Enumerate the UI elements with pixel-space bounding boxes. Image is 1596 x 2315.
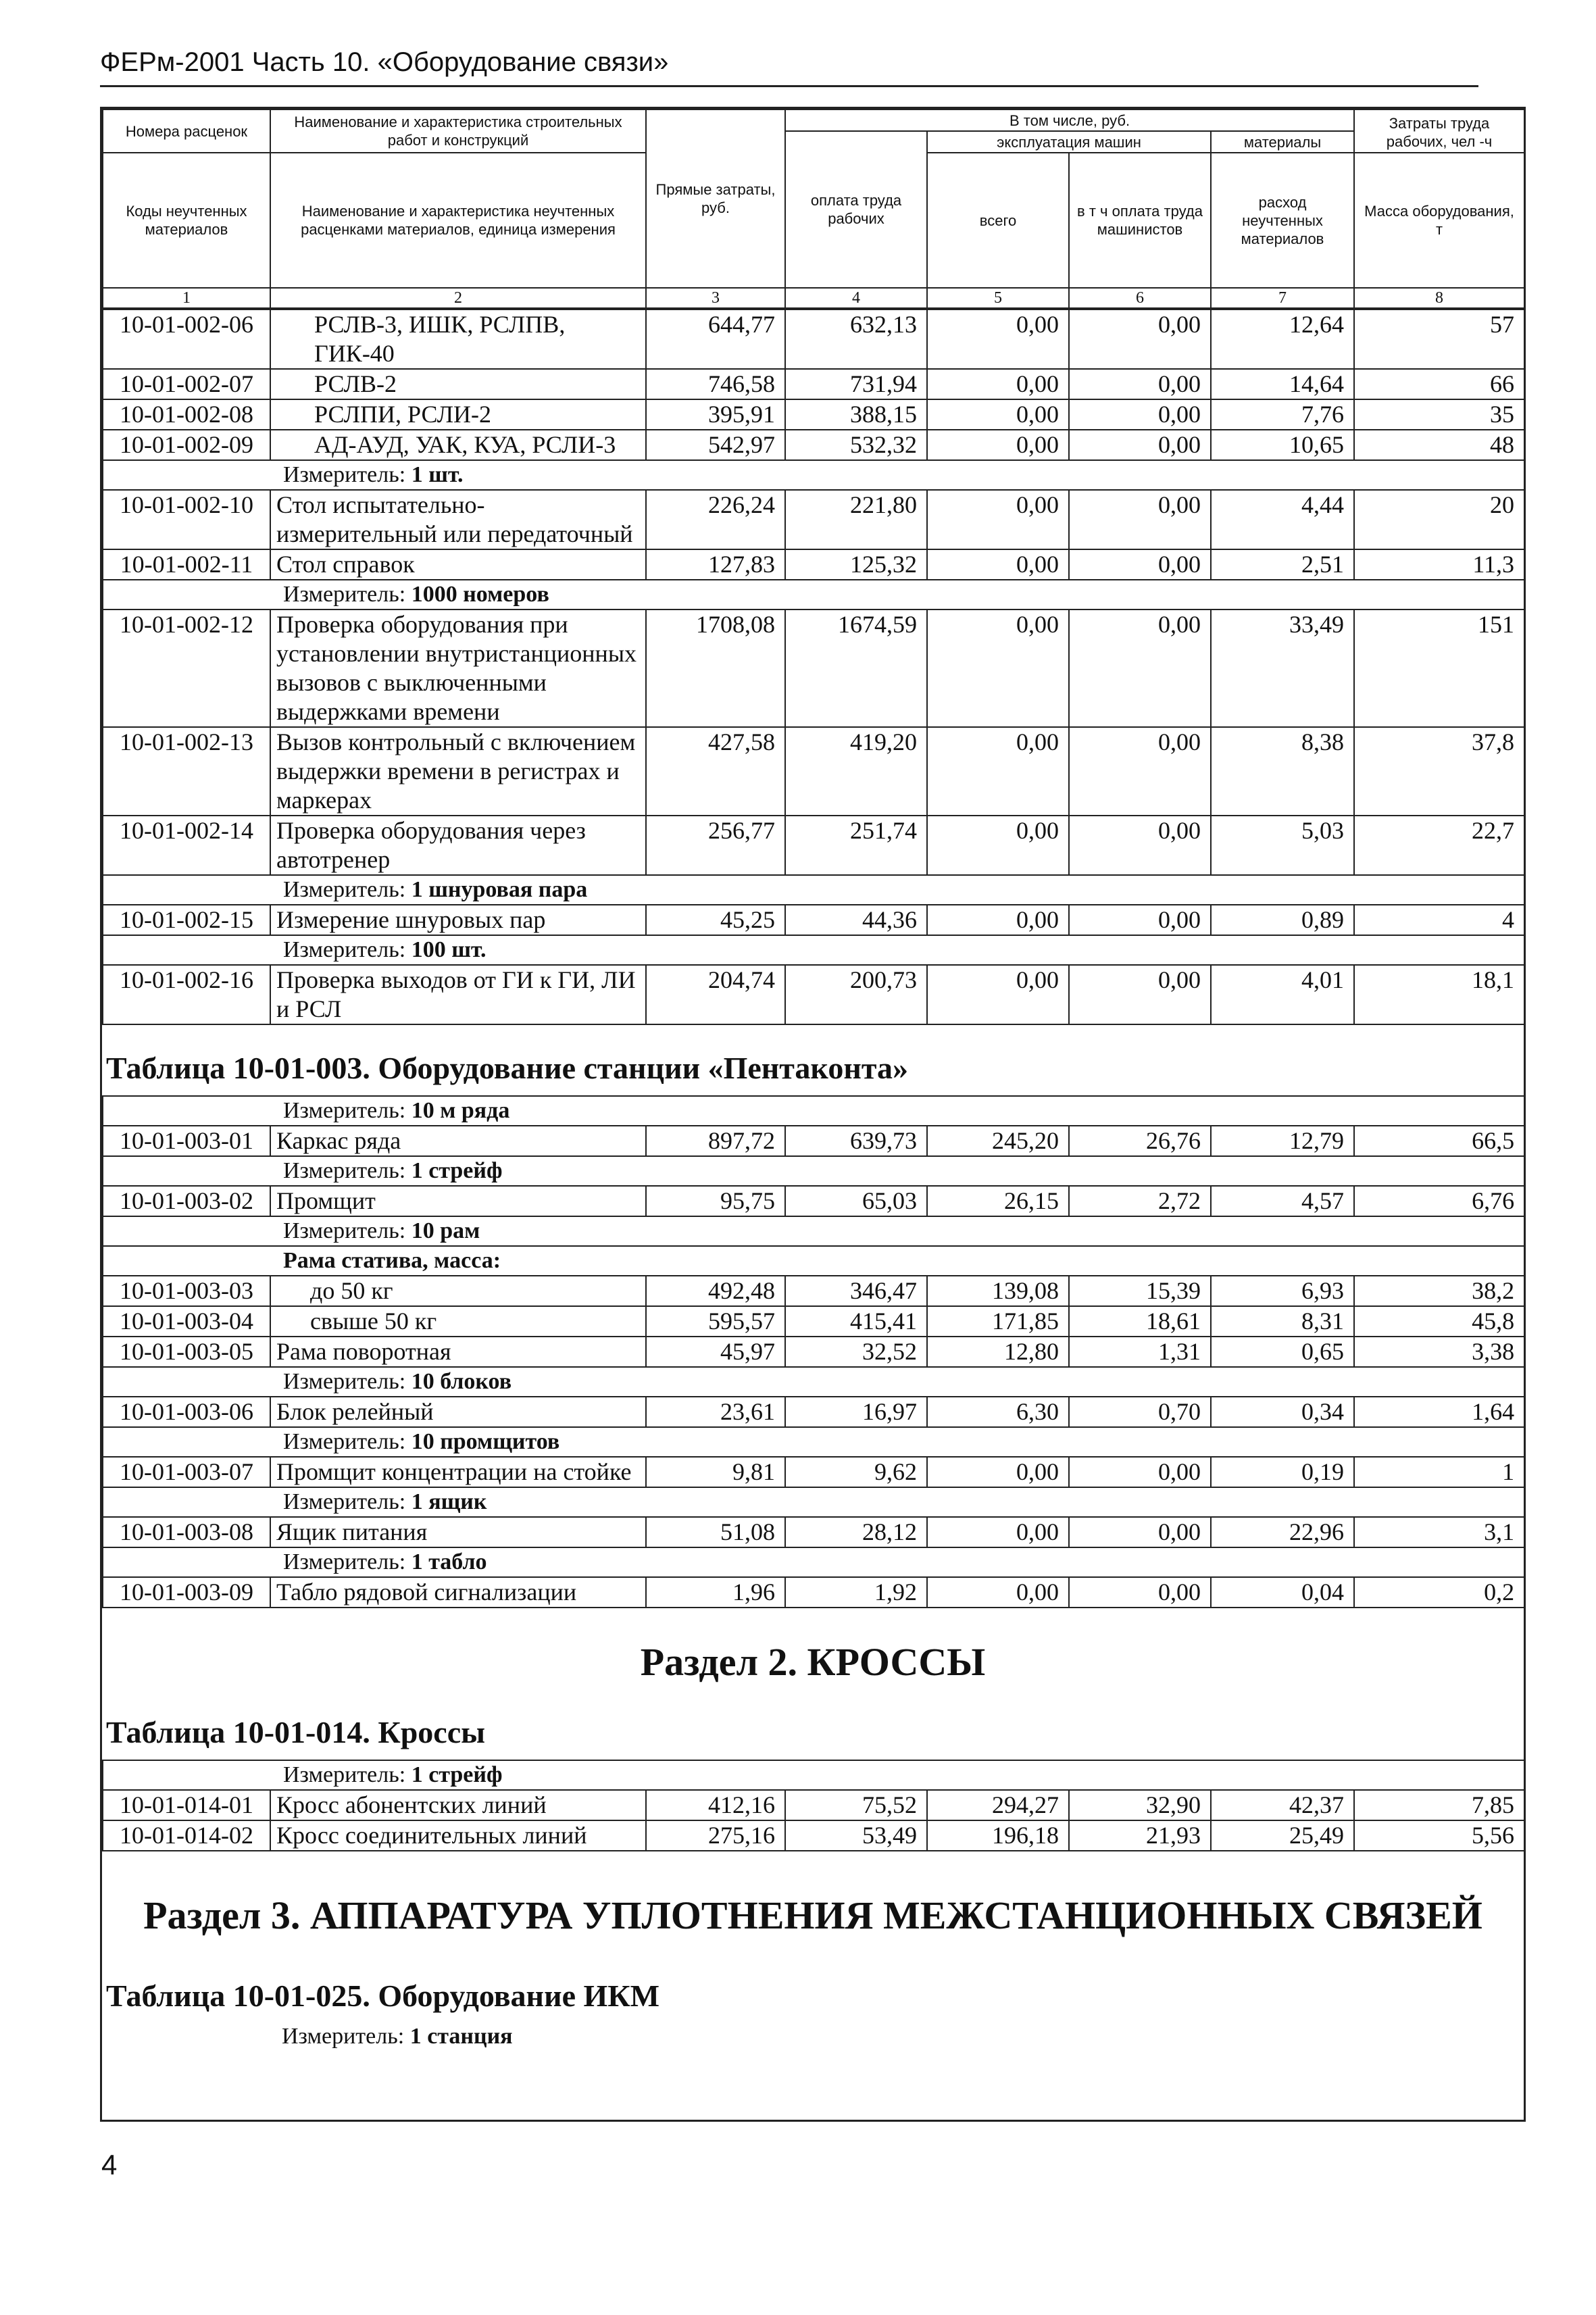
- rate-code: 10-01-003-09: [103, 1577, 270, 1608]
- machines-total-value: 0,00: [927, 965, 1069, 1024]
- page-number: 4: [101, 2149, 118, 2181]
- table-row: [103, 1517, 1524, 1547]
- table-row: [103, 1397, 1524, 1427]
- labor-hours-value: 37,8: [1354, 727, 1524, 816]
- work-name: Ящик питания: [270, 1517, 646, 1547]
- labor-hours-value: 3,38: [1354, 1337, 1524, 1367]
- rate-code: 10-01-003-03: [103, 1276, 270, 1306]
- work-name: Промщит: [270, 1186, 646, 1216]
- machines-total-value: 139,08: [927, 1276, 1069, 1306]
- direct-costs-value: 51,08: [646, 1517, 785, 1547]
- column-number-2: 2: [270, 288, 646, 308]
- machinists-pay-value: 0,00: [1069, 309, 1211, 369]
- meter-cell: [103, 1760, 1524, 1790]
- meter-unit: 1 шнуровая пара: [411, 877, 588, 902]
- meter-prefix: Измеритель:: [282, 2024, 410, 2049]
- table-row: [103, 430, 1524, 460]
- machines-total-value: 0,00: [927, 369, 1069, 399]
- header-direct-costs: Прямые затраты, руб.: [646, 109, 785, 288]
- table-row: [103, 965, 1524, 1024]
- meter-cell: [103, 1216, 1524, 1246]
- table-row: [103, 309, 1524, 369]
- meter-line-10-01-025: [102, 2022, 1524, 2053]
- rate-code: 10-01-002-09: [103, 430, 270, 460]
- machinists-pay-value: 0,00: [1069, 727, 1211, 816]
- header-name-bottom: Наименование и характеристика неучтенных расценками материалов, единица измерения: [270, 153, 646, 288]
- direct-costs-value: 127,83: [646, 549, 785, 580]
- column-number-8: 8: [1354, 288, 1524, 308]
- materials-use-value: 4,01: [1211, 965, 1354, 1024]
- machines-total-value: 0,00: [927, 609, 1069, 727]
- rate-code: 10-01-014-01: [103, 1790, 270, 1820]
- labor-hours-value: 38,2: [1354, 1276, 1524, 1306]
- work-name: свыше 50 кг: [270, 1306, 646, 1337]
- labor-hours-value: 18,1: [1354, 965, 1524, 1024]
- work-name: Кросс абонентских линий: [270, 1790, 646, 1820]
- work-name: Проверка выходов от ГИ к ГИ, ЛИ и РСЛ: [270, 965, 646, 1024]
- workers-pay-value: 1674,59: [785, 609, 927, 727]
- machines-total-value: 0,00: [927, 1457, 1069, 1487]
- work-name: Каркас ряда: [270, 1126, 646, 1156]
- machines-total-value: 0,00: [927, 309, 1069, 369]
- materials-use-value: 0,19: [1211, 1457, 1354, 1487]
- workers-pay-value: 75,52: [785, 1790, 927, 1820]
- header-machines: эксплуатация машин: [927, 131, 1211, 153]
- work-name: РСЛВ-3, ИШК, РСЛПВ, ГИК-40: [270, 309, 646, 369]
- materials-use-value: 4,57: [1211, 1186, 1354, 1216]
- workers-pay-value: 346,47: [785, 1276, 927, 1306]
- workers-pay-value: 532,32: [785, 430, 927, 460]
- table-row: [103, 727, 1524, 816]
- direct-costs-value: 1,96: [646, 1577, 785, 1608]
- meter-row: [103, 935, 1524, 965]
- machinists-pay-value: 2,72: [1069, 1186, 1211, 1216]
- machines-total-value: 26,15: [927, 1186, 1069, 1216]
- header-materials-use: расход неучтенных материалов: [1211, 153, 1354, 288]
- direct-costs-value: 492,48: [646, 1276, 785, 1306]
- work-name: Табло рядовой сигнализации: [270, 1577, 646, 1608]
- table-row: [103, 1790, 1524, 1820]
- machinists-pay-value: 0,00: [1069, 430, 1211, 460]
- labor-hours-value: 0,2: [1354, 1577, 1524, 1608]
- work-name: до 50 кг: [270, 1276, 646, 1306]
- meter-cell: [103, 935, 1524, 965]
- rate-code: 10-01-002-06: [103, 309, 270, 369]
- work-name: РСЛВ-2: [270, 369, 646, 399]
- materials-use-value: 42,37: [1211, 1790, 1354, 1820]
- labor-hours-value: 6,76: [1354, 1186, 1524, 1216]
- meter-cell: [103, 1096, 1524, 1126]
- rate-code: 10-01-002-10: [103, 490, 270, 549]
- meter-cell: [103, 875, 1524, 905]
- meter-cell: [103, 1427, 1524, 1457]
- table-row: [103, 1126, 1524, 1156]
- meter-unit: 10 м ряда: [411, 1098, 510, 1123]
- machines-total-value: 12,80: [927, 1337, 1069, 1367]
- workers-pay-value: 16,97: [785, 1397, 927, 1427]
- workers-pay-value: 9,62: [785, 1457, 927, 1487]
- labor-hours-value: 7,85: [1354, 1790, 1524, 1820]
- labor-hours-value: 66,5: [1354, 1126, 1524, 1156]
- materials-use-value: 14,64: [1211, 369, 1354, 399]
- table-10-01-002: [102, 309, 1525, 1025]
- table-row: [103, 1457, 1524, 1487]
- meter-row: [103, 875, 1524, 905]
- workers-pay-value: 731,94: [785, 369, 927, 399]
- workers-pay-value: 65,03: [785, 1186, 927, 1216]
- machinists-pay-value: 0,00: [1069, 609, 1211, 727]
- work-name: АД-АУД, УАК, КУА, РСЛИ-3: [270, 430, 646, 460]
- meter-prefix: Измеритель:: [283, 1489, 412, 1514]
- workers-pay-value: 44,36: [785, 905, 927, 935]
- machinists-pay-value: 26,76: [1069, 1126, 1211, 1156]
- meter-prefix: Измеритель:: [283, 937, 412, 962]
- machines-total-value: 0,00: [927, 490, 1069, 549]
- workers-pay-value: 632,13: [785, 309, 927, 369]
- table-10-01-014: [102, 1760, 1525, 1851]
- table-row: [103, 1820, 1524, 1851]
- direct-costs-value: 644,77: [646, 309, 785, 369]
- table-row: [103, 1306, 1524, 1337]
- machines-total-value: 0,00: [927, 430, 1069, 460]
- meter-cell: [103, 1367, 1524, 1397]
- direct-costs-value: 395,91: [646, 399, 785, 430]
- workers-pay-value: 32,52: [785, 1337, 927, 1367]
- meter-prefix: Измеритель:: [283, 1369, 412, 1394]
- labor-hours-value: 1: [1354, 1457, 1524, 1487]
- rate-code: 10-01-003-01: [103, 1126, 270, 1156]
- rate-code: 10-01-003-02: [103, 1186, 270, 1216]
- workers-pay-value: 1,92: [785, 1577, 927, 1608]
- workers-pay-value: 53,49: [785, 1820, 927, 1851]
- labor-hours-value: 20: [1354, 490, 1524, 549]
- machines-total-value: 0,00: [927, 1517, 1069, 1547]
- meter-prefix: Измеритель:: [283, 1098, 412, 1123]
- machinists-pay-value: 0,00: [1069, 905, 1211, 935]
- meter-prefix: Измеритель:: [283, 1762, 412, 1787]
- workers-pay-value: 125,32: [785, 549, 927, 580]
- machines-total-value: 0,00: [927, 727, 1069, 816]
- meter-cell: [103, 580, 1524, 609]
- meter-cell: [103, 460, 1524, 490]
- meter-row: [103, 580, 1524, 609]
- column-number-3: 3: [646, 288, 785, 308]
- table-row: [103, 1577, 1524, 1608]
- labor-hours-value: 5,56: [1354, 1820, 1524, 1851]
- column-number-4: 4: [785, 288, 927, 308]
- rate-code: 10-01-002-12: [103, 609, 270, 727]
- header-codes-top: Номера расценок: [103, 109, 270, 153]
- meter-row: [103, 1487, 1524, 1517]
- machinists-pay-value: 0,00: [1069, 1577, 1211, 1608]
- meter-cell: [103, 1246, 1524, 1276]
- rate-code: 10-01-002-13: [103, 727, 270, 816]
- rate-code: 10-01-002-15: [103, 905, 270, 935]
- work-name: Блок релейный: [270, 1397, 646, 1427]
- table-row: [103, 905, 1524, 935]
- meter-cell: [103, 1487, 1524, 1517]
- work-name: Стол справок: [270, 549, 646, 580]
- machinists-pay-value: 0,00: [1069, 549, 1211, 580]
- workers-pay-value: 251,74: [785, 816, 927, 875]
- direct-costs-value: 204,74: [646, 965, 785, 1024]
- machinists-pay-value: 21,93: [1069, 1820, 1211, 1851]
- labor-hours-value: 11,3: [1354, 549, 1524, 580]
- labor-hours-value: 48: [1354, 430, 1524, 460]
- table-title-10-01-025: Таблица 10-01-025. Оборудование ИКМ: [106, 1978, 660, 2013]
- machines-total-value: 0,00: [927, 399, 1069, 430]
- header-mass: Масса оборудования, т: [1354, 153, 1524, 288]
- meter-row: [103, 1427, 1524, 1457]
- direct-costs-value: 23,61: [646, 1397, 785, 1427]
- rate-code: 10-01-003-05: [103, 1337, 270, 1367]
- header-workers-pay: оплата труда рабочих: [785, 131, 927, 288]
- machinists-pay-value: 0,00: [1069, 816, 1211, 875]
- meter-unit: 10 блоков: [411, 1369, 512, 1394]
- direct-costs-value: 1708,08: [646, 609, 785, 727]
- workers-pay-value: 388,15: [785, 399, 927, 430]
- workers-pay-value: 415,41: [785, 1306, 927, 1337]
- rate-code: 10-01-014-02: [103, 1820, 270, 1851]
- meter-row: [103, 1216, 1524, 1246]
- column-number-1: 1: [103, 288, 270, 308]
- header-machinists-pay: в т ч оплата труда машинистов: [1069, 153, 1211, 288]
- meter-unit: 100 шт.: [411, 937, 487, 962]
- machines-total-value: 0,00: [927, 816, 1069, 875]
- machinists-pay-value: 0,00: [1069, 1517, 1211, 1547]
- header-materials: материалы: [1211, 131, 1354, 153]
- rate-code: 10-01-003-04: [103, 1306, 270, 1337]
- machines-total-value: 294,27: [927, 1790, 1069, 1820]
- materials-use-value: 0,65: [1211, 1337, 1354, 1367]
- header-name-top: Наименование и характеристика строительных работ и конструкций: [270, 109, 646, 153]
- workers-pay-value: 639,73: [785, 1126, 927, 1156]
- rate-code: 10-01-002-16: [103, 965, 270, 1024]
- table-row: [103, 816, 1524, 875]
- machinists-pay-value: 0,00: [1069, 369, 1211, 399]
- workers-pay-value: 221,80: [785, 490, 927, 549]
- machinists-pay-value: 0,00: [1069, 965, 1211, 1024]
- meter-unit: Рама статива, масса:: [283, 1248, 501, 1273]
- meter-unit: 10 промщитов: [411, 1429, 560, 1454]
- work-name: Измерение шнуровых пар: [270, 905, 646, 935]
- running-header: ФЕРм-2001 Часть 10. «Оборудование связи»: [100, 47, 669, 77]
- direct-costs-value: 256,77: [646, 816, 785, 875]
- materials-use-value: 12,64: [1211, 309, 1354, 369]
- meter-cell: [103, 1547, 1524, 1577]
- rate-code: 10-01-002-07: [103, 369, 270, 399]
- meter-row: [103, 1547, 1524, 1577]
- workers-pay-value: 200,73: [785, 965, 927, 1024]
- column-number-5: 5: [927, 288, 1069, 308]
- work-name: Проверка оборудования через автотренер: [270, 816, 646, 875]
- materials-use-value: 5,03: [1211, 816, 1354, 875]
- rate-code: 10-01-003-06: [103, 1397, 270, 1427]
- table-row: [103, 369, 1524, 399]
- labor-hours-value: 35: [1354, 399, 1524, 430]
- header-machines-total: всего: [927, 153, 1069, 288]
- labor-hours-value: 1,64: [1354, 1397, 1524, 1427]
- materials-use-value: 10,65: [1211, 430, 1354, 460]
- materials-use-value: 12,79: [1211, 1126, 1354, 1156]
- table-row: [103, 1186, 1524, 1216]
- header-codes-bottom: Коды неучтенных материалов: [103, 153, 270, 288]
- meter-row: [103, 1156, 1524, 1186]
- direct-costs-value: 427,58: [646, 727, 785, 816]
- meter-prefix: Измеритель:: [283, 1549, 412, 1574]
- machines-total-value: 0,00: [927, 549, 1069, 580]
- machinists-pay-value: 0,70: [1069, 1397, 1211, 1427]
- materials-use-value: 4,44: [1211, 490, 1354, 549]
- meter-cell: [103, 1156, 1524, 1186]
- labor-hours-value: 57: [1354, 309, 1524, 369]
- direct-costs-value: 95,75: [646, 1186, 785, 1216]
- meter-row: [103, 460, 1524, 490]
- meter-row: [103, 1760, 1524, 1790]
- direct-costs-value: 226,24: [646, 490, 785, 549]
- direct-costs-value: 746,58: [646, 369, 785, 399]
- machines-total-value: 245,20: [927, 1126, 1069, 1156]
- work-name: РСЛПИ, РСЛИ-2: [270, 399, 646, 430]
- meter-row: [103, 1246, 1524, 1276]
- section-3-title: Раздел 3. АППАРАТУРА УПЛОТНЕНИЯ МЕЖСТАНЦИОННЫХ СВЯЗЕЙ: [143, 1893, 1482, 1937]
- rate-code: 10-01-002-08: [103, 399, 270, 430]
- work-name: Проверка оборудования при установлении внутристанционных вызовов с выключенными выдержками времени: [270, 609, 646, 727]
- rate-code: 10-01-002-14: [103, 816, 270, 875]
- table-title-10-01-014: Таблица 10-01-014. Кроссы: [106, 1715, 486, 1749]
- materials-use-value: 7,76: [1211, 399, 1354, 430]
- materials-use-value: 2,51: [1211, 549, 1354, 580]
- machinists-pay-value: 1,31: [1069, 1337, 1211, 1367]
- table-10-01-003: [102, 1095, 1525, 1608]
- rate-code: 10-01-003-08: [103, 1517, 270, 1547]
- materials-use-value: 8,38: [1211, 727, 1354, 816]
- table-row: [103, 609, 1524, 727]
- header-labor-top: Затраты труда рабочих, чел -ч: [1354, 109, 1524, 153]
- meter-unit: 1 табло: [411, 1549, 487, 1574]
- machinists-pay-value: 0,00: [1069, 1457, 1211, 1487]
- machines-total-value: 6,30: [927, 1397, 1069, 1427]
- machinists-pay-value: 0,00: [1069, 490, 1211, 549]
- table-row: [103, 1337, 1524, 1367]
- meter-row: [103, 1096, 1524, 1126]
- meter-unit: 1 шт.: [411, 462, 464, 487]
- workers-pay-value: 28,12: [785, 1517, 927, 1547]
- direct-costs-value: 897,72: [646, 1126, 785, 1156]
- meter-prefix: Измеритель:: [283, 1429, 412, 1454]
- labor-hours-value: 3,1: [1354, 1517, 1524, 1547]
- labor-hours-value: 151: [1354, 609, 1524, 727]
- meter-unit: 1000 номеров: [411, 582, 549, 607]
- meter-unit: 10 рам: [411, 1218, 480, 1243]
- work-name: Промщит концентрации на стойке: [270, 1457, 646, 1487]
- meter-unit: 1 стрейф: [411, 1158, 503, 1183]
- machines-total-value: 171,85: [927, 1306, 1069, 1337]
- work-name: Стол испытательно-измерительный или передаточный: [270, 490, 646, 549]
- table-row: [103, 490, 1524, 549]
- materials-use-value: 8,31: [1211, 1306, 1354, 1337]
- rate-code: 10-01-002-11: [103, 549, 270, 580]
- table-title-10-01-003: Таблица 10-01-003. Оборудование станции «Пентаконта»: [106, 1051, 908, 1085]
- machines-total-value: 196,18: [927, 1820, 1069, 1851]
- column-number-7: 7: [1211, 288, 1354, 308]
- direct-costs-value: 275,16: [646, 1820, 785, 1851]
- table-row: [103, 399, 1524, 430]
- meter-unit: 1 стрейф: [411, 1762, 503, 1787]
- materials-use-value: 33,49: [1211, 609, 1354, 727]
- machines-total-value: 0,00: [927, 905, 1069, 935]
- materials-use-value: 0,04: [1211, 1577, 1354, 1608]
- machinists-pay-value: 0,00: [1069, 399, 1211, 430]
- workers-pay-value: 419,20: [785, 727, 927, 816]
- direct-costs-value: 45,25: [646, 905, 785, 935]
- materials-use-value: 22,96: [1211, 1517, 1354, 1547]
- document-frame: [100, 107, 1526, 2122]
- materials-use-value: 0,89: [1211, 905, 1354, 935]
- header-including: В том числе, руб.: [785, 109, 1354, 131]
- machines-total-value: 0,00: [927, 1577, 1069, 1608]
- labor-hours-value: 22,7: [1354, 816, 1524, 875]
- materials-use-value: 25,49: [1211, 1820, 1354, 1851]
- header-rule: [100, 85, 1478, 87]
- machinists-pay-value: 32,90: [1069, 1790, 1211, 1820]
- meter-prefix: Измеритель:: [283, 1158, 412, 1183]
- table-row: [103, 1276, 1524, 1306]
- materials-use-value: 0,34: [1211, 1397, 1354, 1427]
- meter-prefix: Измеритель:: [283, 877, 412, 902]
- direct-costs-value: 542,97: [646, 430, 785, 460]
- machinists-pay-value: 15,39: [1069, 1276, 1211, 1306]
- work-name: Кросс соединительных линий: [270, 1820, 646, 1851]
- work-name: Рама поворотная: [270, 1337, 646, 1367]
- meter-prefix: Измеритель:: [283, 1218, 412, 1243]
- direct-costs-value: 412,16: [646, 1790, 785, 1820]
- meter-row: [103, 1367, 1524, 1397]
- work-name: Вызов контрольный с включением выдержки времени в регистрах и маркерах: [270, 727, 646, 816]
- meter-unit: 1 станция: [409, 2024, 513, 2049]
- labor-hours-value: 4: [1354, 905, 1524, 935]
- machinists-pay-value: 18,61: [1069, 1306, 1211, 1337]
- meter-unit: 1 ящик: [411, 1489, 487, 1514]
- column-header-table: [102, 109, 1525, 309]
- labor-hours-value: 66: [1354, 369, 1524, 399]
- meter-prefix: Измеритель:: [283, 582, 412, 607]
- materials-use-value: 6,93: [1211, 1276, 1354, 1306]
- column-number-6: 6: [1069, 288, 1211, 308]
- direct-costs-value: 595,57: [646, 1306, 785, 1337]
- section-2-title: Раздел 2. КРОССЫ: [640, 1640, 986, 1684]
- table-row: [103, 549, 1524, 580]
- direct-costs-value: 9,81: [646, 1457, 785, 1487]
- meter-prefix: Измеритель:: [283, 462, 412, 487]
- labor-hours-value: 45,8: [1354, 1306, 1524, 1337]
- rate-code: 10-01-003-07: [103, 1457, 270, 1487]
- column-numbers-row: [103, 288, 1524, 308]
- direct-costs-value: 45,97: [646, 1337, 785, 1367]
